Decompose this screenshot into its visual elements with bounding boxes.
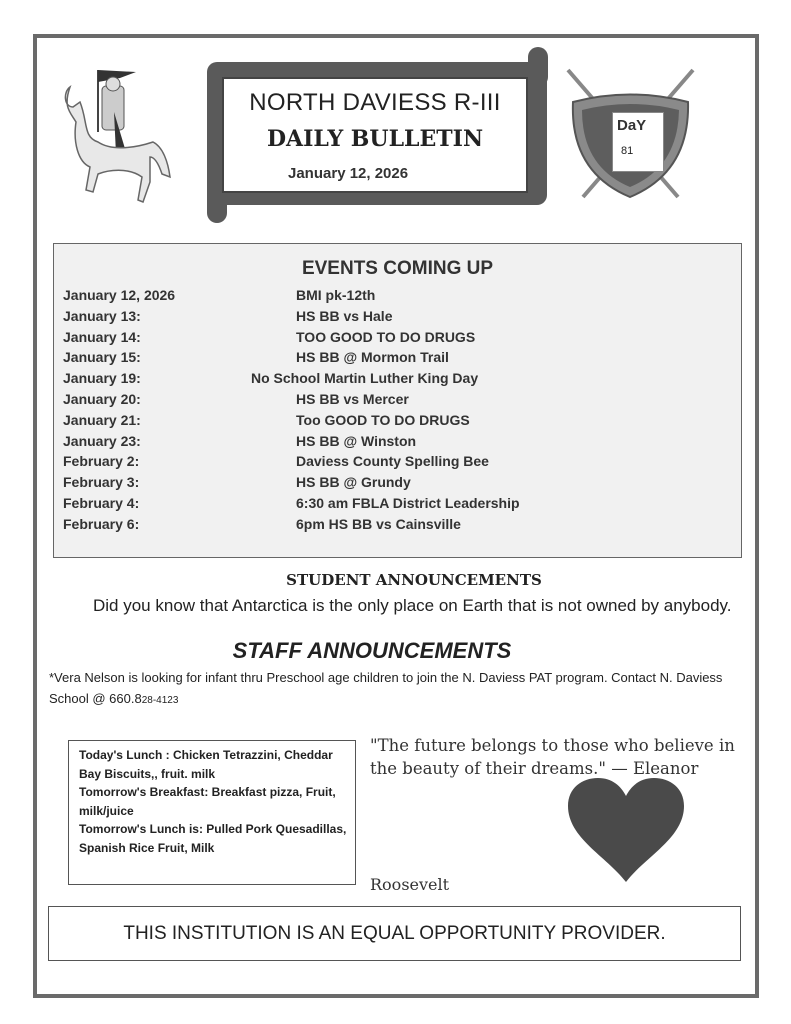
staff-announcement-body: *Vera Nelson is looking for infant thru Preschool age children to join the N. Daviess PAT program. Contact N. Daviess School @ 660.8 <box>49 670 723 706</box>
event-name: BMI pk-12th <box>296 287 376 303</box>
event-date: January 21: <box>63 411 141 428</box>
event-date: January 19: <box>63 370 141 387</box>
event-date: January 20: <box>63 391 141 407</box>
student-announcements-title: STUDENT ANNOUNCEMENTS <box>286 571 542 589</box>
event-row <box>54 329 741 349</box>
event-row <box>54 308 741 328</box>
day-label: DaY <box>617 117 647 134</box>
event-row <box>54 495 741 515</box>
event-row <box>54 516 741 536</box>
event-row <box>54 287 741 307</box>
student-announcement-text: Did you know that Antarctica is the only place on Earth that is not owned by anybody. <box>93 596 732 615</box>
quote-author-tail: Roosevelt <box>370 875 450 894</box>
heart-icon <box>566 776 686 884</box>
event-row <box>54 433 741 453</box>
event-date: January 14: <box>63 328 141 345</box>
event-name: HS BB vs Hale <box>296 307 393 324</box>
event-row <box>54 391 741 411</box>
event-row <box>54 412 741 432</box>
tomorrows-lunch: Tomorrow's Lunch is: Pulled Pork Quesadillas, Spanish Rice Fruit, Milk <box>79 822 347 855</box>
day-number: 81 <box>621 145 634 157</box>
event-name: HS BB vs Mercer <box>296 391 409 407</box>
event-date: January 23: <box>63 432 141 449</box>
event-row <box>54 453 741 473</box>
equal-opportunity-footer: THIS INSTITUTION IS AN EQUAL OPPORTUNITY PROVIDER. <box>48 906 741 961</box>
event-name: HS BB @ Mormon Trail <box>296 349 449 366</box>
event-date: January 15: <box>63 349 141 366</box>
event-date: February 2: <box>63 453 140 470</box>
quote-text: "The future belongs to those who believe in the beauty of their dreams." — Eleanor <box>370 736 735 778</box>
event-date: February 3: <box>63 474 140 491</box>
event-name: 6pm HS BB vs Cainsville <box>296 515 461 532</box>
staff-announcements-title: STAFF ANNOUNCEMENTS <box>232 638 512 663</box>
scroll-curl-top <box>528 47 548 87</box>
event-name: HS BB @ Winston <box>296 432 417 449</box>
event-name: 6:30 am FBLA District Leadership <box>296 495 520 511</box>
event-row <box>54 474 741 494</box>
event-date: January 13: <box>63 307 141 324</box>
todays-lunch: Today's Lunch : Chicken Tetrazzini, Cheddar Bay Biscuits,, fruit. milk <box>79 748 333 781</box>
bulletin-title: DAILY BULLETIN <box>266 126 484 152</box>
staff-announcement-text <box>49 667 749 711</box>
event-row <box>54 349 741 369</box>
event-name: TOO GOOD TO DO DRUGS <box>296 328 476 345</box>
lunch-menu-box <box>68 740 356 885</box>
day-counter <box>612 112 664 172</box>
event-name: HS BB @ Grundy <box>296 474 411 491</box>
knight-on-horse-icon <box>58 62 178 207</box>
event-name: No School Martin Luther King Day <box>251 370 479 387</box>
event-name: Too GOOD TO DO DRUGS <box>296 411 470 428</box>
tomorrows-breakfast: Tomorrow's Breakfast: Breakfast pizza, Fruit, milk/juice <box>79 785 336 818</box>
title-box <box>222 77 528 193</box>
event-name: Daviess County Spelling Bee <box>296 453 489 470</box>
school-name: NORTH DAVIESS R-III <box>249 89 501 116</box>
event-date: February 6: <box>63 515 140 532</box>
event-date: February 4: <box>63 495 140 511</box>
bulletin-date: January 12, 2026 <box>288 165 409 182</box>
phone-number-tail: 28-4123 <box>141 695 179 706</box>
event-date: January 12, 2026 <box>63 287 176 303</box>
event-row <box>54 370 741 390</box>
events-box <box>53 243 742 558</box>
events-title: EVENTS COMING UP <box>301 258 494 279</box>
